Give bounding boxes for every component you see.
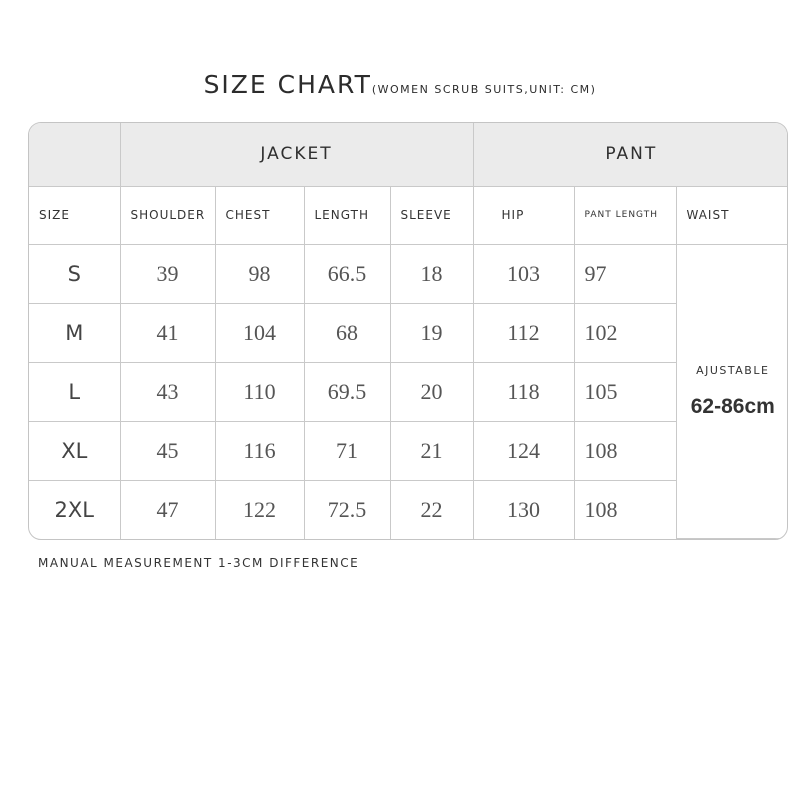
shoulder-cell: 45: [120, 421, 215, 480]
table-row: [29, 421, 788, 480]
chest-cell: 122: [215, 480, 304, 538]
pant-length-cell: 102: [574, 303, 676, 362]
shoulder-cell: 47: [120, 480, 215, 538]
length-cell: 66.5: [304, 244, 390, 303]
hip-cell: 103: [473, 244, 574, 303]
waist-adjustable-label: AJUSTABLE: [696, 363, 770, 377]
pant-length-cell: 105: [574, 362, 676, 421]
size-cell: 2XL: [29, 480, 120, 538]
chest-cell: 116: [215, 421, 304, 480]
sleeve-cell: 21: [390, 421, 473, 480]
waist-cell: [676, 244, 788, 539]
shoulder-cell: 39: [120, 244, 215, 303]
sleeve-cell: 18: [390, 244, 473, 303]
header-shoulder: SHOULDER: [120, 186, 215, 244]
header-hip: HIP: [473, 186, 574, 244]
pant-length-cell: 108: [574, 421, 676, 480]
length-cell: 68: [304, 303, 390, 362]
hip-cell: 112: [473, 303, 574, 362]
header-pant-length: PANT LENGTH: [574, 186, 676, 244]
pant-group-header: PANT: [473, 123, 788, 186]
length-cell: 69.5: [304, 362, 390, 421]
table-row: [29, 244, 788, 303]
title-subtitle: (WOMEN SCRUB SUITS,UNIT: CM): [371, 83, 597, 96]
measurement-note: MANUAL MEASUREMENT 1-3CM DIFFERENCE: [38, 556, 360, 570]
hip-cell: 124: [473, 421, 574, 480]
table-row: [29, 480, 788, 538]
group-header-row: [29, 123, 788, 186]
jacket-group-header: JACKET: [120, 123, 473, 186]
hip-cell: 130: [473, 480, 574, 538]
chest-cell: 104: [215, 303, 304, 362]
shoulder-cell: 41: [120, 303, 215, 362]
table-row: [29, 303, 788, 362]
length-cell: 71: [304, 421, 390, 480]
chest-cell: 110: [215, 362, 304, 421]
table-row: [29, 362, 788, 421]
corner-cell: [29, 123, 120, 186]
pant-length-cell: 108: [574, 480, 676, 538]
chest-cell: 98: [215, 244, 304, 303]
title-main: SIZE CHART: [203, 70, 372, 99]
shoulder-cell: 43: [120, 362, 215, 421]
size-cell: S: [29, 244, 120, 303]
length-cell: 72.5: [304, 480, 390, 538]
column-header-row: [29, 186, 788, 244]
size-chart-title: [0, 70, 800, 99]
header-size: SIZE: [29, 186, 120, 244]
size-cell: L: [29, 362, 120, 421]
sleeve-cell: 20: [390, 362, 473, 421]
waist-range: 62-86cm: [690, 394, 775, 418]
hip-cell: 118: [473, 362, 574, 421]
size-cell: M: [29, 303, 120, 362]
sleeve-cell: 22: [390, 480, 473, 538]
pant-length-cell: 97: [574, 244, 676, 303]
sleeve-cell: 19: [390, 303, 473, 362]
header-length: LENGTH: [304, 186, 390, 244]
header-waist: WAIST: [676, 186, 788, 244]
size-chart-table: [28, 122, 788, 540]
size-cell: XL: [29, 421, 120, 480]
header-chest: CHEST: [215, 186, 304, 244]
header-sleeve: SLEEVE: [390, 186, 473, 244]
